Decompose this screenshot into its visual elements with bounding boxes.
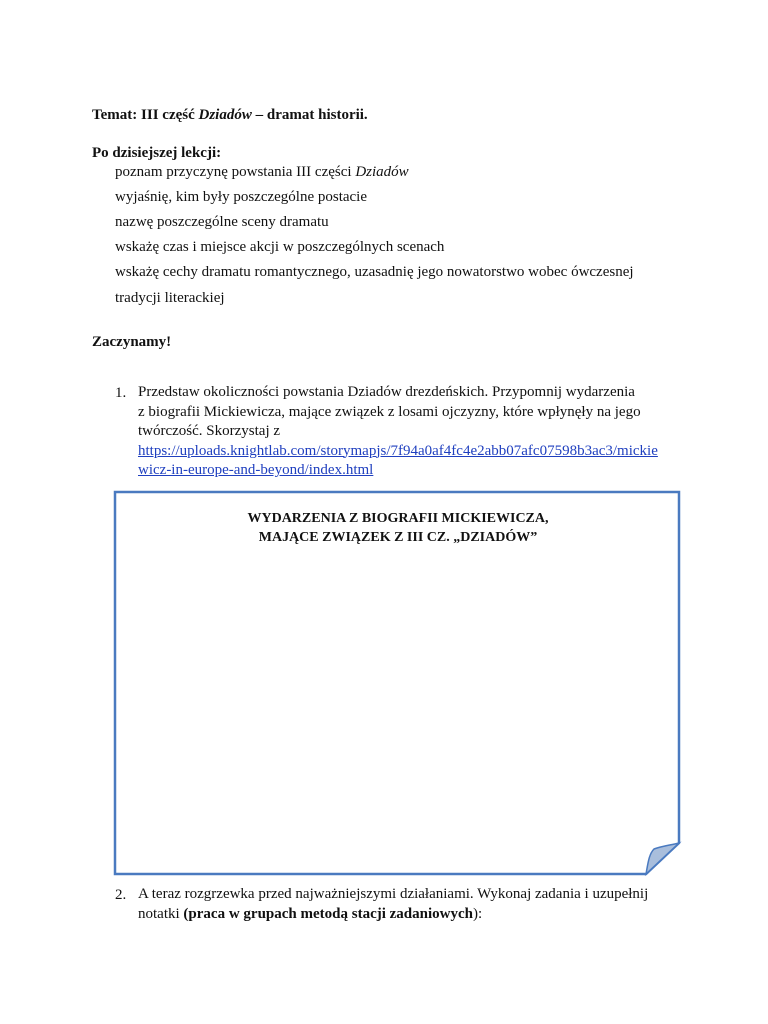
- goal-item: wskażę cechy dramatu romantycznego, uzasadnię jego nowatorstwo wobec ówczesnej: [115, 264, 634, 280]
- goal-item-italic: Dziadów: [355, 164, 409, 180]
- task2-text: A teraz rozgrzewka przed najważniejszymi działaniami. Wykonaj zadania i uzupełnij notatki (praca w grupach metodą stacji zadaniowych):: [138, 885, 683, 924]
- task2-bold: (praca w grupach metodą stacji zadaniowych: [183, 905, 473, 922]
- start-heading: Zaczynamy!: [92, 334, 172, 350]
- notes-box-title: WYDARZENIA Z BIOGRAFII MICKIEWICZA, MAJĄCE ZWIĄZEK Z III CZ. „DZIADÓW”: [247, 511, 549, 545]
- storymap-link[interactable]: https://uploads.knightlab.com/storymapjs/7f94a0af4fc4e2abb07afc07598b3ac3/mickie: [138, 442, 658, 459]
- notes-box-border: [115, 492, 679, 874]
- goals-heading: Po dzisiejszej lekcji:: [92, 145, 222, 161]
- task1-text: [138, 383, 683, 481]
- task1-line: twórczość. Skorzystaj z: [138, 423, 281, 439]
- goal-item: tradycji literackiej: [115, 290, 225, 306]
- goal-item: wyjaśnię, kim były poszczególne postacie: [115, 189, 368, 205]
- task2-line: A teraz rozgrzewka przed najważniejszymi działaniami. Wykonaj zadania i uzupełnij: [138, 886, 649, 902]
- goal-item: wskażę czas i miejsce akcji w poszczególnych scenach: [115, 239, 445, 255]
- lesson-title: [92, 105, 368, 125]
- title-suffix: – dramat historii.: [251, 107, 368, 123]
- title-prefix: Temat: III część: [92, 107, 199, 123]
- title-italic: Dziadów: [198, 107, 252, 123]
- task1-line: z biografii Mickiewicza, mające związek z losami ojczyzny, które wpłynęły na jego: [138, 403, 641, 420]
- notes-box[interactable]: [112, 489, 684, 879]
- storymap-link-continued[interactable]: wicz-in-europe-and-beyond/index.html: [138, 462, 374, 478]
- goal-item: nazwę poszczególne sceny dramatu: [115, 214, 329, 230]
- task1-line: Przedstaw okoliczności powstania Dziadów drezdeńskich. Przypomnij wydarzenia: [138, 384, 635, 400]
- task1-number: 1.: [115, 385, 127, 401]
- goal-item: poznam przyczynę powstania III części Dziadów: [115, 164, 409, 180]
- task2-number: 2.: [115, 887, 127, 903]
